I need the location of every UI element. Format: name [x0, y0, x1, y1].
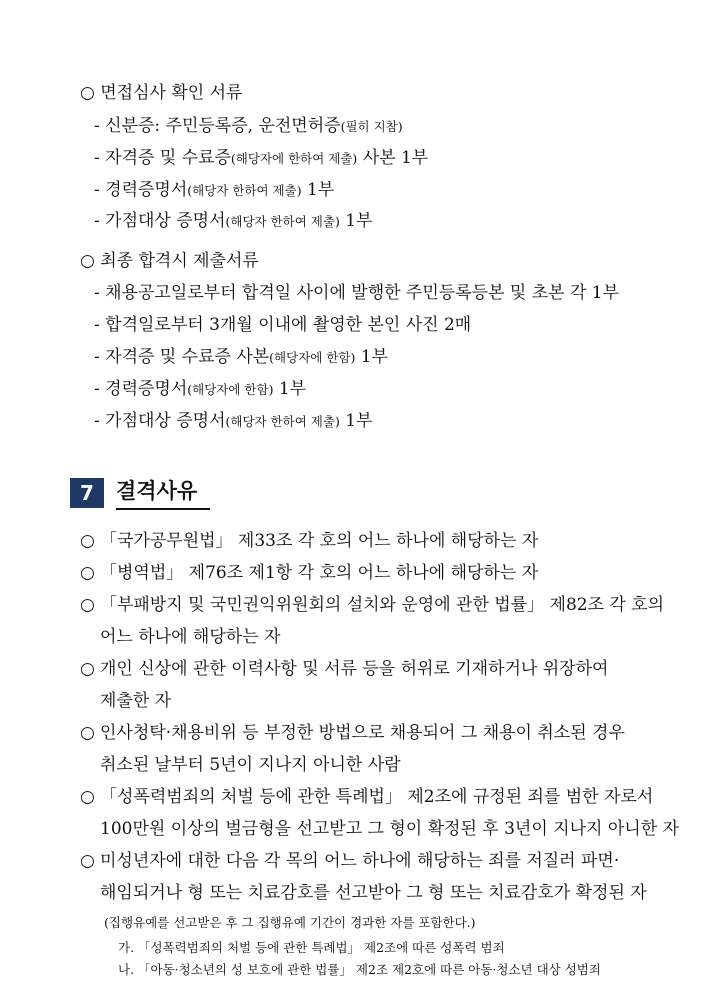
item-text: 「국가공무원법」 제33조 각 호의 어느 하나에 해당하는 자: [100, 531, 539, 551]
item-text: - 자격증 및 수료증 사본: [94, 347, 270, 367]
item-text: - 경력증명서: [94, 180, 188, 200]
item-text: - 가점대상 증명서: [94, 411, 226, 431]
item-tail: 1부: [339, 211, 373, 231]
item-text: 「병역법」 제76조 제1항 각 호의 어느 하나에 해당하는 자: [100, 563, 539, 583]
item-note: (해당자 한하여 제출): [225, 414, 340, 429]
final-doc-item: [94, 378, 306, 401]
minor-subitem: 가. 「성폭력범죄의 처벌 등에 관한 특례법」 제2조에 따른 성폭력 범죄: [118, 940, 505, 955]
disqualification-item-continued: 100만원 이상의 벌금형을 선고받고 그 형이 확정된 후 3년이 지나지 아니한 자: [100, 819, 679, 839]
item-text: - 채용공고일로부터 합격일 사이에 발행한 주민등록등본 및 초본 각 1부: [94, 283, 620, 303]
disqualification-item-continued: 취소된 날부터 5년이 지나지 아니한 사람: [100, 755, 401, 775]
item-tail: 1부: [301, 180, 335, 200]
final-doc-item: [94, 282, 619, 305]
bullet-circle: ○: [80, 659, 95, 679]
bullet-circle: ○: [80, 531, 95, 551]
disqualification-item: [80, 658, 608, 680]
minor-note: (집행유예를 선고받은 후 그 집행유예 기간이 경과한 자를 포함한다.): [104, 915, 476, 930]
disqualification-item-continued: 어느 하나에 해당하는 자: [100, 627, 281, 647]
disqualification-item: [80, 530, 538, 552]
item-text: 「부패방지 및 국민권익위원회의 설치와 운영에 관한 법률」 제82조 각 호의: [100, 595, 665, 615]
interview-doc-item: [94, 115, 403, 138]
item-tail: 1부: [355, 347, 389, 367]
final-doc-item: [94, 314, 471, 337]
item-note: (필히 지참): [340, 119, 403, 134]
item-text: 미성년자에 대한 다음 각 목의 어느 하나에 해당하는 죄를 저질러 파면·: [100, 851, 620, 871]
disqualification-item-continued: 제출한 자: [100, 691, 172, 711]
final-docs-heading: ○ 최종 합격시 제출서류: [80, 251, 259, 271]
item-text: 「성폭력범죄의 처벌 등에 관한 특례법」 제2조에 규정된 죄를 범한 자로서: [100, 787, 654, 807]
disqualification-item: [80, 850, 619, 872]
item-text: - 자격증 및 수료증: [94, 148, 231, 168]
item-note: (해당자에 한하여 제출): [230, 151, 358, 166]
disqualification-item: [80, 786, 653, 808]
item-text: - 경력증명서: [94, 379, 188, 399]
item-tail: 1부: [273, 379, 307, 399]
section-title: 결격사유: [116, 479, 198, 503]
disqualification-item: [80, 594, 664, 616]
item-note: (해당자 한하여 제출): [187, 183, 302, 198]
interview-doc-item: [94, 179, 334, 202]
bullet-circle: ○: [80, 563, 95, 583]
disqualification-item-continued: 해임되거나 형 또는 치료감호를 선고받아 그 형 또는 치료감호가 확정된 자: [100, 883, 647, 903]
section-number-badge: 7: [70, 478, 104, 508]
bullet-circle: ○: [80, 723, 95, 743]
item-tail: 1부: [339, 411, 373, 431]
item-text: 인사청탁·채용비위 등 부정한 방법으로 채용되어 그 채용이 취소된 경우: [100, 723, 625, 743]
item-text: - 신분증: 주민등록증, 운전면허증: [94, 116, 341, 136]
interview-doc-item: [94, 210, 372, 233]
bullet-circle: ○: [80, 595, 95, 615]
item-note: (해당자에 한함): [187, 382, 274, 397]
final-doc-item: [94, 346, 388, 369]
item-note: (해당자에 한함): [269, 350, 356, 365]
bullet-circle: ○: [80, 851, 95, 871]
interview-doc-item: [94, 147, 428, 170]
minor-subitem: 나. 「아동·청소년의 성 보호에 관한 법률」 제2조 제2호에 따른 아동·청소년 대상 성범죄: [118, 962, 601, 977]
interview-docs-heading: ○ 면접심사 확인 서류: [80, 83, 243, 103]
disqualification-item: [80, 562, 538, 584]
final-doc-item: [94, 410, 372, 433]
item-text: - 가점대상 증명서: [94, 211, 226, 231]
item-text: - 합격일로부터 3개월 이내에 촬영한 본인 사진 2매: [94, 315, 472, 335]
item-note: (해당자 한하여 제출): [225, 214, 340, 229]
disqualification-item: [80, 722, 625, 744]
item-tail: 사본 1부: [357, 148, 429, 168]
bullet-circle: ○: [80, 787, 95, 807]
item-text: 개인 신상에 관한 이력사항 및 서류 등을 허위로 기재하거나 위장하여: [100, 659, 609, 679]
section-title-underline: [116, 508, 210, 510]
